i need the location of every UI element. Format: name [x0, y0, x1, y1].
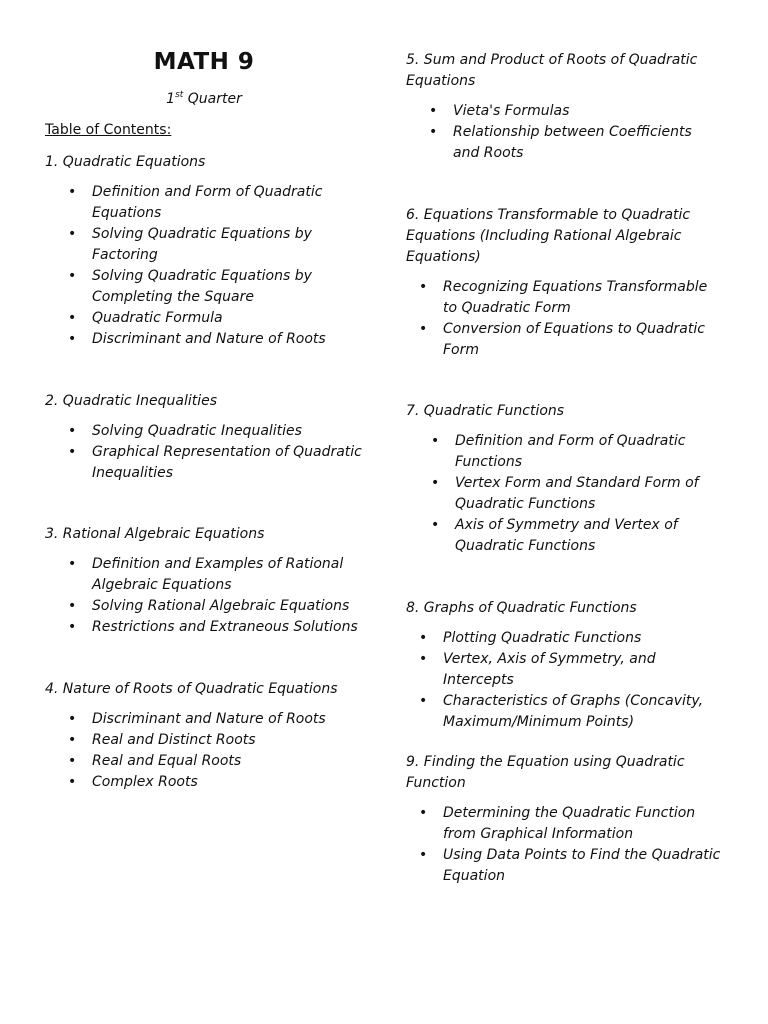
list-item: • Restrictions and Extraneous Solutions	[92, 617, 364, 638]
section-heading: 5. Sum and Product of Roots of Quadratic Equations	[406, 52, 698, 89]
list-item: • Plotting Quadratic Functions	[443, 628, 728, 649]
toc-label: Table of Contents:	[45, 122, 172, 138]
list-item: • Relationship between Coefficients and Roots	[453, 122, 718, 164]
section-heading: 6. Equations Transformable to Quadratic Equations (Including Rational Algebraic Equations)	[406, 207, 691, 265]
section-items	[92, 182, 354, 350]
list-item: • Definition and Form of Quadratic Functions	[455, 431, 705, 473]
section-items	[443, 803, 728, 887]
list-item: • Solving Quadratic Equations by Completing the Square	[92, 266, 354, 308]
list-item: • Definition and Form of Quadratic Equations	[92, 182, 354, 224]
list-item: • Characteristics of Graphs (Concavity, Maximum/Minimum Points)	[443, 691, 728, 733]
section-items	[453, 101, 718, 164]
list-item: • Vertex Form and Standard Form of Quadratic Functions	[455, 473, 705, 515]
list-item: • Vieta's Formulas	[453, 101, 718, 122]
section-heading: 2. Quadratic Inequalities	[45, 393, 218, 409]
quarter-subtitle	[0, 91, 408, 107]
list-item: • Solving Rational Algebraic Equations	[92, 596, 364, 617]
section-items	[443, 277, 721, 361]
list-item: • Definition and Examples of Rational Algebraic Equations	[92, 554, 364, 596]
section-items	[443, 628, 728, 733]
list-item: • Quadratic Formula	[92, 308, 354, 329]
list-item: • Determining the Quadratic Function from Graphical Information	[443, 803, 728, 845]
list-item: • Real and Distinct Roots	[92, 730, 364, 751]
list-item: • Solving Quadratic Equations by Factoring	[92, 224, 354, 266]
list-item: • Discriminant and Nature of Roots	[92, 709, 364, 730]
list-item: • Using Data Points to Find the Quadratic Equation	[443, 845, 728, 887]
list-item: • Discriminant and Nature of Roots	[92, 329, 354, 350]
list-item: • Recognizing Equations Transformable to Quadratic Form	[443, 277, 721, 319]
section-items	[92, 554, 364, 638]
section-heading: 4. Nature of Roots of Quadratic Equations	[45, 681, 338, 697]
list-item: • Complex Roots	[92, 772, 364, 793]
section-heading: 3. Rational Algebraic Equations	[45, 526, 265, 542]
list-item: • Graphical Representation of Quadratic Inequalities	[92, 442, 364, 484]
list-item: • Solving Quadratic Inequalities	[92, 421, 364, 442]
section-heading: 8. Graphs of Quadratic Functions	[406, 600, 637, 616]
section-items	[92, 709, 364, 793]
section-heading: 9. Finding the Equation using Quadratic Function	[406, 754, 685, 791]
section-heading: 7. Quadratic Functions	[406, 403, 565, 419]
quarter-suffix: st	[175, 90, 184, 100]
section-heading: 1. Quadratic Equations	[45, 154, 206, 170]
list-item: • Real and Equal Roots	[92, 751, 364, 772]
document-title: MATH 9	[153, 49, 255, 75]
list-item: • Conversion of Equations to Quadratic Form	[443, 319, 721, 361]
list-item: • Vertex, Axis of Symmetry, and Intercepts	[443, 649, 728, 691]
section-items	[455, 431, 705, 557]
quarter-word: Quarter	[187, 91, 242, 107]
quarter-ordinal: 1	[166, 91, 176, 107]
section-items	[92, 421, 364, 484]
list-item: • Axis of Symmetry and Vertex of Quadratic Functions	[455, 515, 705, 557]
